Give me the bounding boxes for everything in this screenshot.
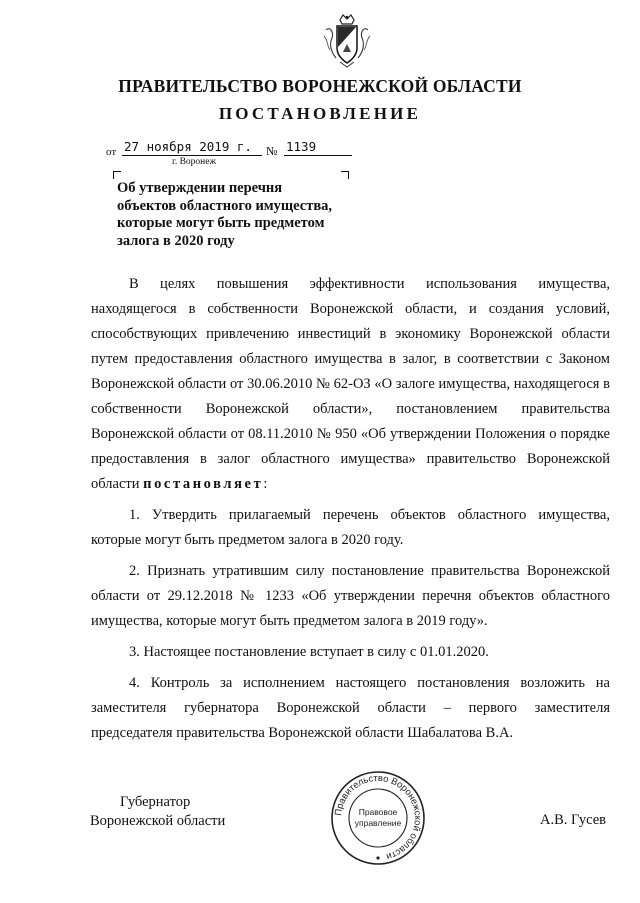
- subject-corner-right: [341, 171, 349, 179]
- subject-line: объектов областного имущества,: [117, 197, 333, 214]
- voronezh-coat-of-arms-icon: [322, 12, 372, 70]
- decree-word: постановляет: [143, 476, 264, 492]
- item-paragraph-3: 3. Настоящее постановление вступает в силу с 01.01.2020.: [129, 644, 489, 660]
- position-line-2: Воронежской области: [90, 813, 226, 829]
- item-paragraph-2: 2. Признать утратившим силу постановление правительства Воронежской области от 29.12.2018 № 1233 «Об утверждении перечня объектов областного имущества, которые могут быть предметом залога в 2019 году».: [91, 563, 610, 629]
- item-paragraph-1: 1. Утвердить прилагаемый перечень объектов областного имущества, которые могут быть предметом залога в 2020 году.: [91, 507, 610, 548]
- document-number: 1139: [284, 139, 352, 156]
- subject-line: Об утверждении перечня: [117, 180, 283, 196]
- signatory-position: [90, 793, 225, 831]
- stamp-inner-line-1: Правовое: [358, 807, 398, 817]
- document-subject: [117, 180, 357, 250]
- preamble-paragraph: [91, 272, 610, 497]
- date-from-label: от: [106, 146, 117, 158]
- government-name: ПРАВИТЕЛЬСТВО ВОРОНЕЖСКОЙ ОБЛАСТИ: [118, 76, 522, 96]
- subject-line: залога в 2020 году: [117, 232, 235, 249]
- document-body: [91, 272, 610, 746]
- city-label: г. Воронеж: [172, 157, 217, 167]
- subject-line: которые могут быть предметом: [117, 215, 325, 231]
- document-type: ПОСТАНОВЛЕНИЕ: [218, 104, 422, 123]
- stamp-inner-line-2: управление: [354, 818, 402, 828]
- decree-colon: :: [263, 476, 268, 492]
- item-paragraph-4: 4. Контроль за исполнением настоящего постановления возложить на заместителя губернатора Воронежской области – первого заместителя председателя правительства Воронежской области Шабалатова В.А.: [91, 675, 610, 741]
- signatory-name: А.В. Гусев: [540, 812, 606, 828]
- legal-department-stamp: [330, 770, 426, 866]
- position-line-1: Губернатор: [120, 794, 191, 810]
- document-date: 27 ноября 2019 г.: [122, 139, 262, 156]
- preamble-text: В целях повышения эффективности использования имущества, находящегося в собственности Воронежской области, и создания условий, способствующих привлечению инвестиций в экономику Воронежской области путем предоставления областного имущества в залог, в соответствии с Законом Воронежской области от 30.06.2010 № 62-ОЗ «О залоге имущества, находящегося в собственности Воронежской области», постановлением правительства Воронежской области от 08.11.2010 № 950 «Об утверждении Положения о порядке предоставления в залог областного имущества» правительство Воронежской области: [91, 276, 610, 492]
- stamp-ring-text: Правительство Воронежской области: [331, 771, 425, 863]
- number-label: №: [266, 144, 278, 158]
- subject-corner-left: [113, 171, 121, 179]
